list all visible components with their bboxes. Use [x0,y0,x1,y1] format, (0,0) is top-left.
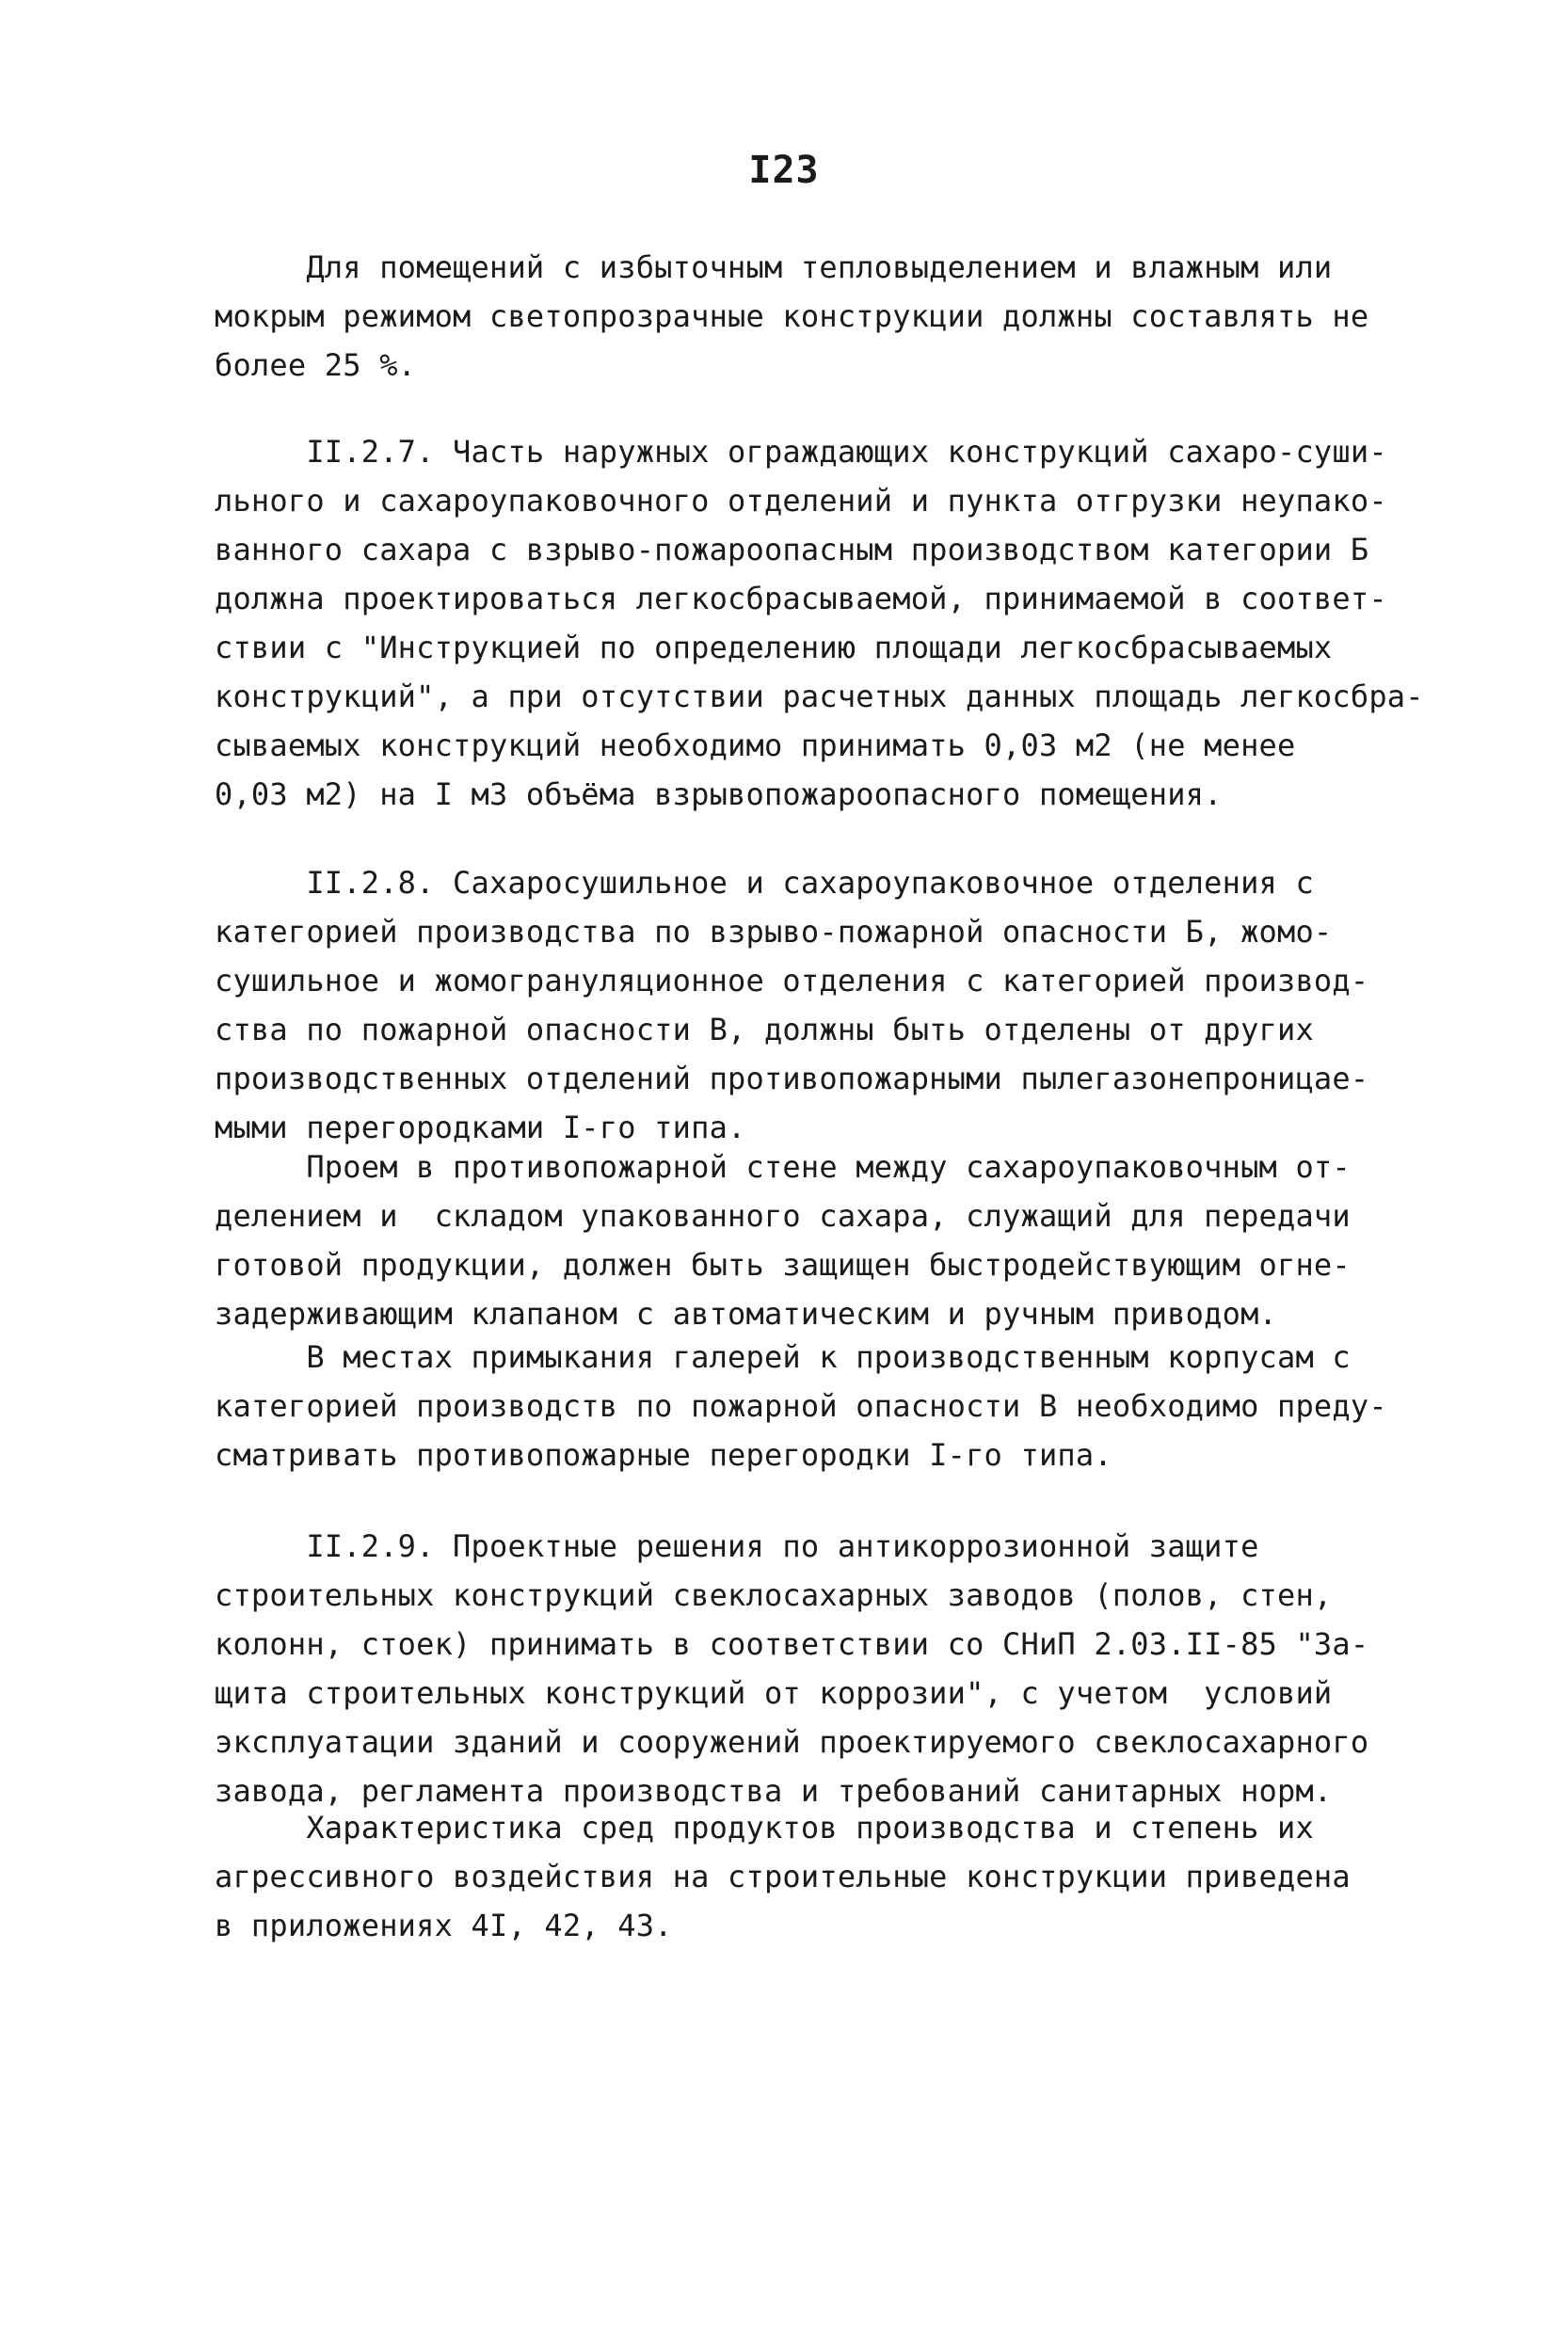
paragraph [215,1333,1457,1479]
paragraph-11-2-8 [215,858,1457,1152]
text-line: в приложениях 4I, 42, 43. [215,1908,673,1943]
text-line: щита строительных конструкций от коррозии", с учетом условий [215,1675,1333,1711]
text-line: сматривать противопожарные перегородки I-го типа. [215,1437,1112,1473]
paragraph-11-2-7 [215,427,1457,819]
paragraph [215,1803,1457,1950]
paragraph-11-2-9 [215,1522,1457,1815]
text-line: мыми перегородками I-го типа. [215,1110,746,1145]
text-line: 0,03 м2) на I м3 объёма взрывопожароопасного помещения. [215,776,1223,812]
text-line: колонн, стоек) принимать в соответствии со СНиП 2.03.II-85 "За- [215,1626,1369,1662]
text-line: делением и складом упакованного сахара, служащий для передачи [215,1198,1351,1234]
text-line: Для помещений с избыточным тепловыделением и влажным или [215,249,1333,285]
text-line: эксплуатации зданий и сооружений проектируемого свеклосахарного [215,1724,1369,1760]
text-line: Проем в противопожарной стене между сахароупаковочным от- [215,1149,1351,1185]
text-line: завода, регламента производства и требований санитарных норм. [215,1773,1333,1809]
text-line: категорией производств по пожарной опасности В необходимо преду- [215,1388,1387,1424]
text-line: В местах примыкания галерей к производственным корпусам с [215,1339,1351,1375]
page-number: I23 [748,149,820,192]
paragraph [215,1143,1457,1338]
text-line: агрессивного воздействия на строительные конструкции приведена [215,1859,1351,1894]
text-line: задерживающим клапаном с автоматическим и ручным приводом. [215,1296,1278,1332]
text-line: льного и сахароупаковочного отделений и пункта отгрузки неупако- [215,483,1387,519]
text-line: II.2.7. Часть наружных ограждающих конструкций сахаро-суши- [215,434,1387,470]
text-line: Характеристика сред продуктов производства и степень их [215,1810,1314,1846]
text-line: II.2.9. Проектные решения по антикоррозионной защите [215,1528,1259,1564]
text-line: конструкций", а при отсутствии расчетных данных площадь легкосбра- [215,679,1424,714]
paragraph [215,243,1457,390]
text-line: строительных конструкций свеклосахарных заводов (полов, стен, [215,1577,1333,1613]
text-line: ванного сахара с взрыво-пожароопасным производством категории Б [215,532,1369,567]
text-line: более 25 %. [215,347,417,383]
text-line: II.2.8. Сахаросушильное и сахароупаковочное отделения с [215,865,1314,901]
text-line: ствии с "Инструкцией по определению площади легкосбрасываемых [215,630,1333,665]
text-line: категорией производства по взрыво-пожарной опасности Б, жомо- [215,914,1333,950]
text-line: сушильное и жомогрануляционное отделения с категорией производ- [215,963,1369,999]
text-line: мокрым режимом светопрозрачные конструкции должны составлять не [215,298,1369,334]
text-line: ства по пожарной опасности В, должны быть отделены от других [215,1012,1314,1047]
text-line: производственных отделений противопожарными пылегазонепроницае- [215,1061,1369,1096]
text-line: сываемых конструкций необходимо принимать 0,03 м2 (не менее [215,727,1296,763]
text-line: должна проектироваться легкосбрасываемой, принимаемой в соответ- [215,581,1387,616]
text-line: готовой продукции, должен быть защищен быстродействующим огне- [215,1247,1351,1283]
